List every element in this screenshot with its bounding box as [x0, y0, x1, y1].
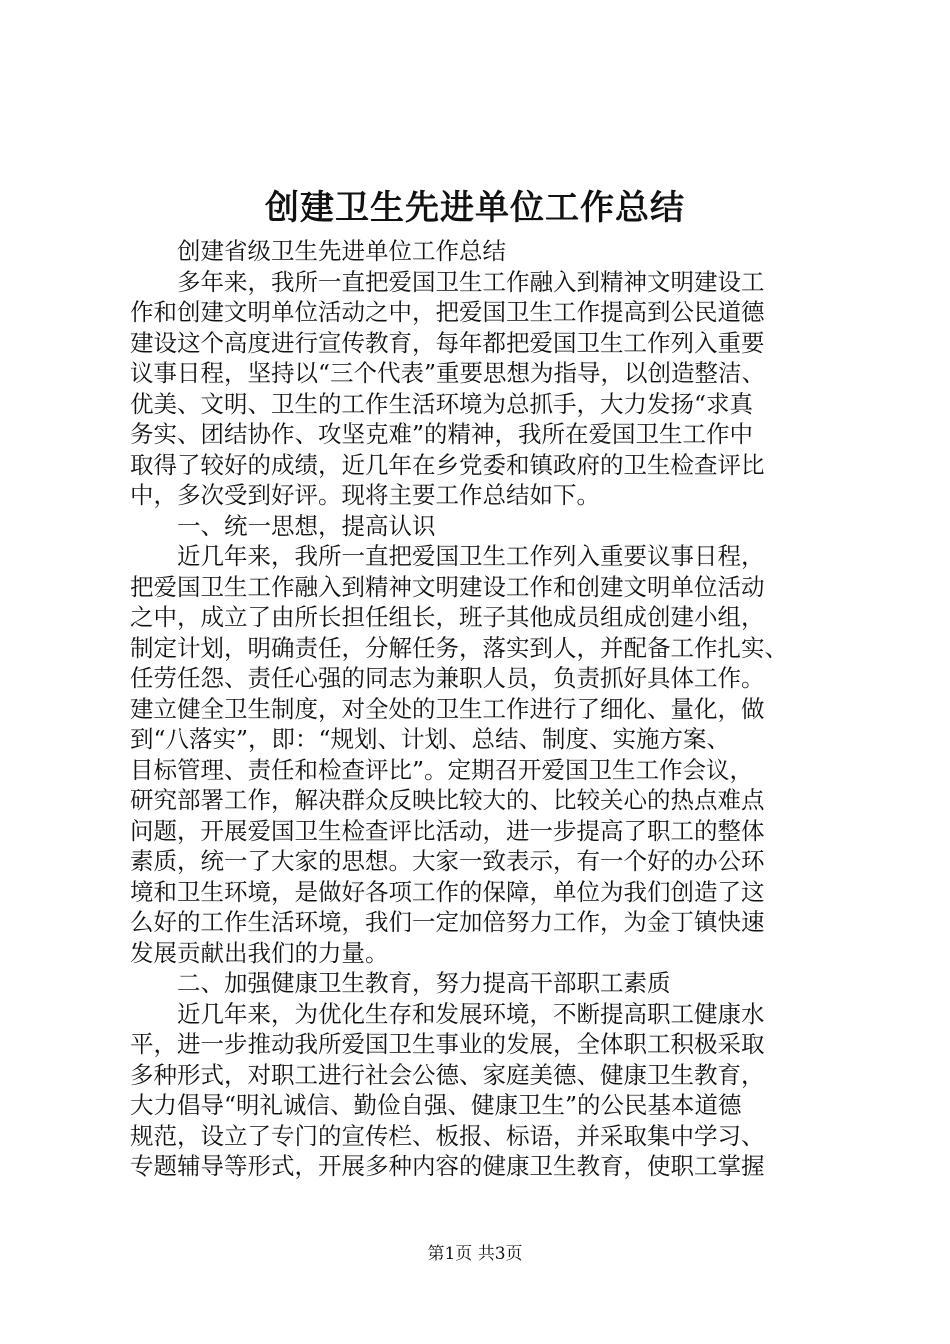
document-body — [130, 236, 828, 1182]
body-line: 制定计划，明确责任，分解任务，落实到人，并配备工作扎实、 — [130, 633, 788, 662]
document-title: 创建卫生先进单位工作总结 — [265, 188, 685, 228]
body-line: 优美、文明、卫生的工作生活环境为总抓手，大力发扬“求真 — [130, 389, 754, 418]
body-line: 创建省级卫生先进单位工作总结 — [130, 237, 506, 265]
body-line: 素质，统一了大家的思想。大家一致表示，有一个好的办公环 — [130, 847, 765, 875]
body-line: 大力倡导“明礼诚信、勤俭自强、健康卫生”的公民基本道德 — [130, 1091, 742, 1119]
body-line: 平，进一步推动我所爱国卫生事业的发展，全体职工积极采取 — [130, 1030, 765, 1058]
body-line: 问题，开展爱国卫生检查评比活动，进一步提高了职工的整体 — [130, 816, 765, 845]
body-line: 专题辅导等形式，开展多种内容的健康卫生教育，使职工掌握 — [130, 1152, 765, 1180]
body-line: 目标管理、责任和检查评比”。定期召开爱国卫生工作会议， — [130, 755, 754, 784]
body-line: 多年来，我所一直把爱国卫生工作融入到精神文明建设工 — [130, 267, 765, 296]
body-line: 作和创建文明单位活动之中，把爱国卫生工作提高到公民道德 — [130, 298, 765, 326]
body-line: 务实、团结协作、攻坚克难”的精神，我所在爱国卫生工作中 — [130, 420, 754, 448]
body-line: 议事日程，坚持以“三个代表”重要思想为指导，以创造整洁、 — [130, 359, 766, 387]
body-line: 多种形式，对职工进行社会公德、家庭美德、健康卫生教育， — [130, 1060, 765, 1089]
body-line: 境和卫生环境，是做好各项工作的保障，单位为我们创造了这 — [130, 877, 765, 906]
section-heading: 一、统一思想，提高认识 — [130, 511, 436, 540]
body-line: 么好的工作生活环境，我们一定加倍努力工作，为金丁镇快速 — [130, 908, 765, 936]
page-footer: 第1页 共3页 — [427, 1244, 523, 1264]
body-line: 发展贡献出我们的力量。 — [130, 938, 389, 967]
body-line: 之中，成立了由所长担任组长，班子其他成员组成创建小组， — [130, 603, 765, 631]
body-line: 取得了较好的成绩，近几年在乡党委和镇政府的卫生检查评比 — [130, 450, 765, 479]
body-line: 把爱国卫生工作融入到精神文明建设工作和创建文明单位活动 — [130, 572, 765, 601]
body-line: 研究部署工作，解决群众反映比较大的、比较关心的热点难点 — [130, 786, 765, 814]
body-line: 到“八落实”，即：“规划、计划、总结、制度、实施方案、 — [130, 725, 731, 753]
body-line: 近几年来，为优化生存和发展环境，不断提高职工健康水 — [130, 999, 765, 1028]
body-line: 建设这个高度进行宣传教育，每年都把爱国卫生工作列入重要 — [130, 328, 765, 357]
body-line: 规范，设立了专门的宣传栏、板报、标语，并采取集中学习、 — [130, 1121, 765, 1150]
body-line: 任劳任怨、责任心强的同志为兼职人员，负责抓好具体工作。 — [130, 664, 765, 692]
body-line: 近几年来，我所一直把爱国卫生工作列入重要议事日程， — [130, 542, 765, 570]
body-line: 中，多次受到好评。现将主要工作总结如下。 — [130, 481, 600, 509]
body-line: 建立健全卫生制度，对全处的卫生工作进行了细化、量化，做 — [130, 694, 765, 723]
section-heading: 二、加强健康卫生教育，努力提高干部职工素质 — [130, 969, 671, 997]
